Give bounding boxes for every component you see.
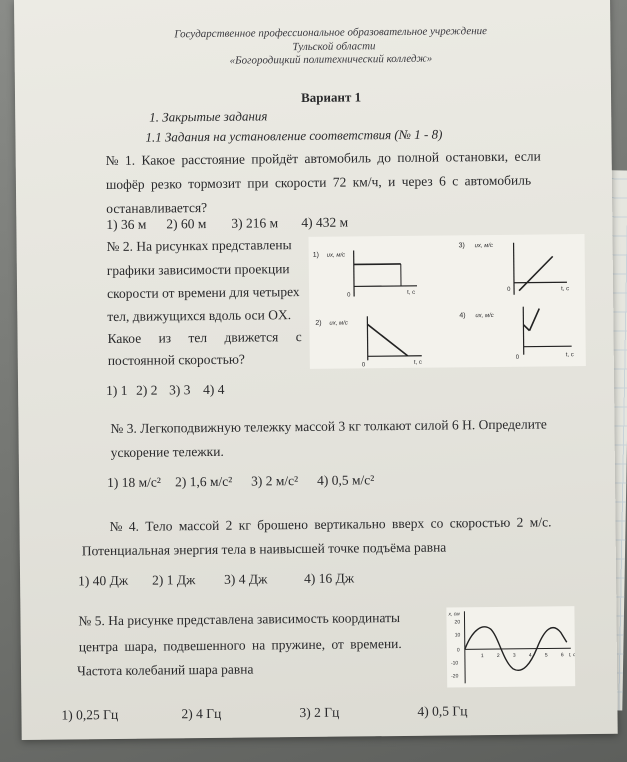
q5-line-3: Частота колебаний шара равна	[76, 661, 254, 679]
q2-line-1: № 2. На рисунках представлены	[106, 237, 292, 255]
q5-ttick-5: 5	[544, 652, 548, 659]
graph2-origin: 0	[361, 362, 366, 369]
variant-title: Вариант 1	[300, 89, 362, 105]
q2-answer-2: 2) 2	[136, 382, 158, 398]
graph2-axis-t: t, с	[413, 359, 422, 366]
q3-answer-1: 1) 18 м/с²	[106, 474, 161, 491]
q5-answer-2: 2) 4 Гц	[181, 705, 222, 722]
q5-ttick-2: 2	[496, 652, 500, 659]
graph1-number: 1)	[312, 251, 319, 259]
graph3-line	[519, 256, 553, 290]
q2-graphs-figure	[308, 234, 585, 369]
graph4-axis-t: t, с	[565, 352, 574, 359]
graph3-axis-t: t, с	[561, 286, 570, 293]
q3-answer-4: 4) 0,5 м/с²	[316, 472, 375, 488]
q4-line-2: Потенциальная энергия тела в наивысшей точке подъёма равна	[81, 539, 447, 559]
graph2-line	[367, 324, 407, 356]
q2-line-3: скорости от времени для четырех	[107, 284, 300, 302]
q1-answer-3: 3) 216 м	[231, 215, 279, 231]
exam-page	[14, 0, 618, 740]
header-institution: Государственное профессиональное образовательное учреждение	[174, 25, 488, 41]
q5-line-1: № 5. На рисунке представлена зависимость координаты	[78, 609, 401, 629]
q4-answer-2: 2) 1 Дж	[152, 572, 196, 588]
graph3-t-axis	[514, 282, 567, 283]
q1-line-1: № 1. Какое расстояние пройдёт автомобиль до полной остановки, если	[105, 148, 541, 169]
q5-ttick-6: 6	[560, 652, 564, 659]
q2-line-5: Какое из тел движется с	[107, 329, 302, 347]
graph3-origin: 0	[507, 286, 511, 293]
q2-line-6: постоянной скоростью?	[107, 351, 245, 369]
graph4-t-axis	[524, 346, 572, 347]
q2-line-2: графики зависимости проекции	[106, 261, 290, 279]
q2-answer-1: 1) 1	[106, 382, 128, 399]
q4-answer-3: 3) 4 Дж	[223, 571, 268, 587]
graph4-number: 4)	[459, 312, 466, 320]
q5-answer-3: 3) 2 Гц	[299, 704, 340, 721]
q4-answer-4: 4) 16 Дж	[303, 570, 355, 586]
q5-oscillation-graph	[446, 606, 575, 687]
header-region: Тульской области	[292, 40, 376, 54]
q1-answer-4: 4) 432 м	[301, 214, 349, 231]
header-college: «Богородицкий политехнический колледж»	[229, 52, 433, 67]
q5-ytick-10: 10	[454, 632, 461, 639]
graph1-axis-v: υx, м/с	[326, 252, 346, 259]
q1-answer-2: 2) 60 м	[166, 215, 207, 232]
q3-line-2: ускорение тележки.	[110, 443, 224, 461]
q5-ytick-m10: -10	[450, 660, 459, 667]
subsection-heading: 1.1 Задания на установление соответствия (№ 1 - 8)	[145, 126, 443, 145]
graph4-v-axis	[523, 307, 524, 355]
graph1-origin: 0	[347, 292, 351, 299]
graph4-line-b	[529, 309, 539, 331]
q5-line-2: центра шара, подвешенного на пружине, от времени.	[78, 635, 402, 655]
q5-ytick-20: 20	[454, 619, 461, 626]
q1-answer-1: 1) 36 м	[106, 216, 147, 233]
q5-t-axis	[465, 648, 571, 649]
q5-ttick-1: 1	[480, 653, 484, 660]
q2-answer-3: 3) 3	[169, 382, 191, 398]
q5-answer-1: 1) 0,25 Гц	[61, 706, 119, 723]
graph2-axis-v: υx, м/с	[329, 320, 348, 327]
q3-answer-2: 2) 1,6 м/с²	[174, 473, 233, 490]
q3-answer-3: 3) 2 м/с²	[250, 473, 299, 489]
q2-line-4: тел, движущихся вдоль оси OX.	[107, 307, 292, 325]
graph2-t-axis	[368, 356, 422, 357]
q4-line-1: № 4. Тело массой 2 кг брошено вертикально вверх со скоростью 2 м/с.	[109, 514, 552, 535]
q4-answer-1: 1) 40 Дж	[78, 572, 129, 589]
q5-answer-4: 4) 0,5 Гц	[417, 703, 468, 719]
graph3-v-axis	[514, 243, 515, 295]
q2-answer-4: 4) 4	[203, 381, 225, 398]
graph4-line-a	[523, 325, 529, 331]
q5-ttick-4: 4	[528, 652, 532, 659]
graph1-t-axis	[354, 286, 417, 287]
q5-axis-x-label: x, см	[448, 611, 460, 618]
q3-line-1: № 3. Легкоподвижную тележку массой 3 кг толкают силой 6 Н. Определите	[110, 416, 547, 437]
q5-ytick-m20: -20	[451, 673, 459, 680]
graph4-origin: 0	[515, 354, 520, 361]
section-heading: 1. Закрытые задания	[149, 108, 268, 125]
q5-ttick-3: 3	[512, 652, 516, 659]
graph3-number: 3)	[458, 242, 465, 250]
q5-axis-t-label: t, с	[568, 652, 576, 659]
graph3-axis-v: υx, м/с	[474, 242, 494, 250]
q5-ytick-0: 0	[456, 647, 460, 654]
q1-line-3: останавливается?	[106, 199, 208, 217]
q1-line-2: шофёр резко тормозит при скорости 72 км/ч, и через 6 с автомобиль	[105, 172, 532, 193]
graph1-axis-t: t, с	[407, 289, 416, 296]
graph4-axis-v: υx, м/с	[475, 312, 494, 320]
graph2-number: 2)	[315, 319, 322, 327]
